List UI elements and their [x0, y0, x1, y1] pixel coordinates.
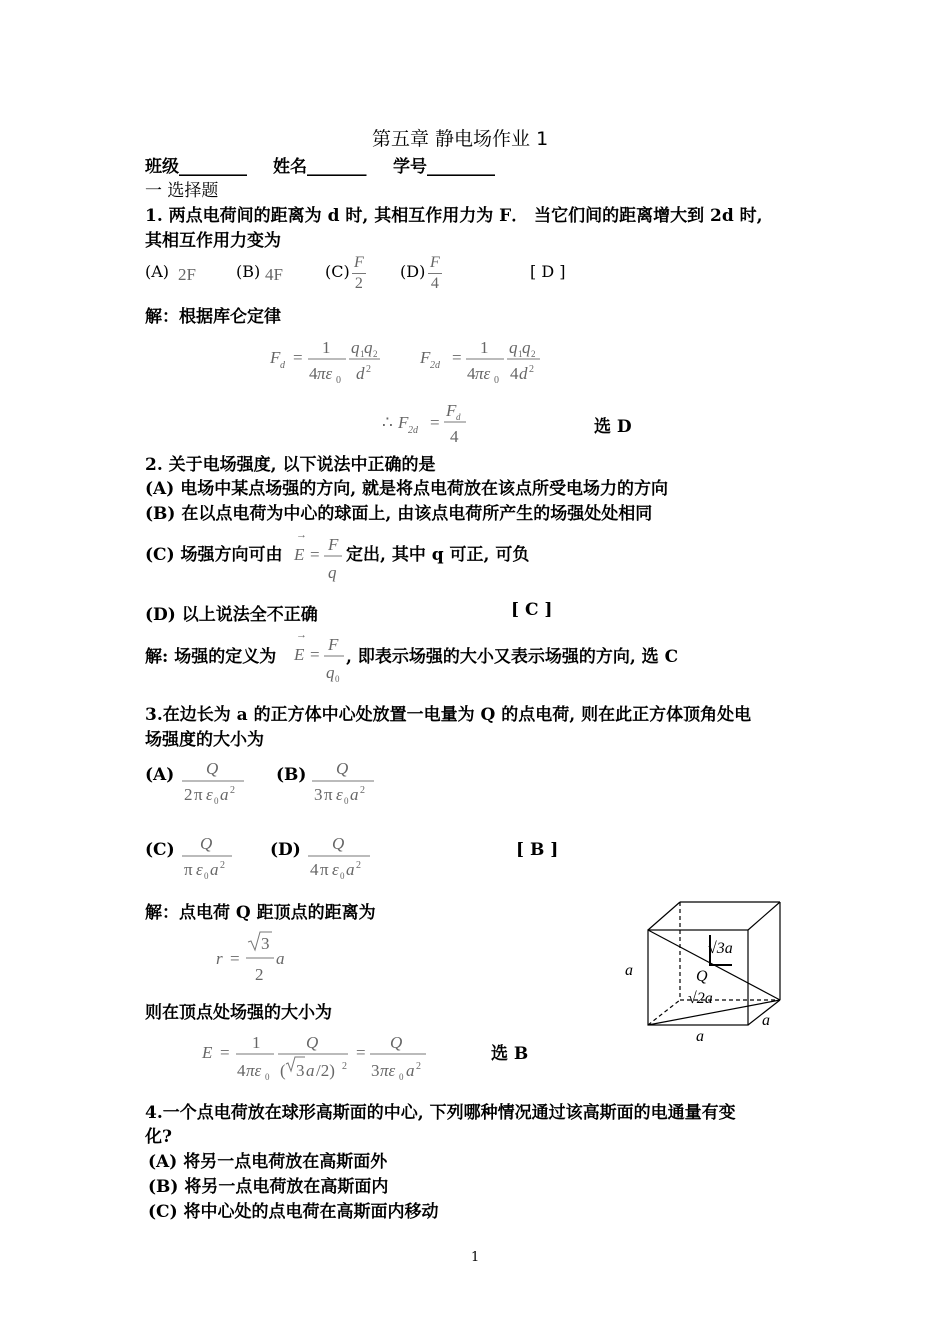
- svg-text:ε: ε: [332, 860, 339, 879]
- svg-text:d: d: [519, 364, 528, 383]
- svg-text:1: 1: [322, 338, 331, 357]
- q3-field-line: 则在顶点处场强的大小为: [145, 1003, 332, 1023]
- svg-text:π: π: [320, 860, 329, 879]
- q1-option-c-fraction: F 2: [354, 254, 364, 292]
- svg-text:F: F: [420, 348, 431, 367]
- q2-line1: 2. 关于电场强度, 以下说法中正确的是: [145, 455, 436, 475]
- svg-text:Q: Q: [336, 759, 349, 778]
- svg-text:a: a: [220, 785, 229, 804]
- svg-text:Q: Q: [200, 834, 213, 853]
- svg-text:a: a: [350, 785, 359, 804]
- svg-text:2: 2: [373, 349, 378, 359]
- svg-text:πε: πε: [246, 1061, 262, 1080]
- svg-text:a: a: [276, 949, 285, 968]
- svg-text:q: q: [328, 563, 337, 582]
- q3-option-b-label: (B): [276, 765, 307, 785]
- svg-text:r: r: [216, 949, 223, 968]
- q1-option-a-value: 2F: [178, 265, 196, 284]
- q4-option-b: (B) 将另一点电荷放在高斯面内: [148, 1177, 389, 1197]
- q1-answer: [ D ]: [530, 262, 566, 281]
- q1-option-d-fraction: F 4: [430, 254, 440, 292]
- efield-def-formula: [290, 530, 350, 586]
- q4-line1: 4.一个点电荷放在球形高斯面的中心, 下列哪种情况通过该高斯面的电通量有变: [145, 1103, 736, 1123]
- svg-text:Q: Q: [390, 1033, 403, 1052]
- q1-option-d-label: (D): [400, 262, 426, 281]
- fig-label-a-left: a: [625, 962, 633, 979]
- field-magnitude-formula: [198, 1028, 438, 1086]
- svg-text:0: 0: [204, 871, 209, 881]
- q2-answer: [ C ]: [511, 600, 553, 620]
- q1-option-b-label: (B): [236, 262, 261, 281]
- q2-option-d: (D) 以上说法全不正确: [145, 605, 318, 625]
- fig-label-a-bottom: a: [696, 1028, 704, 1045]
- svg-text:Q: Q: [206, 759, 219, 778]
- svg-text:4: 4: [510, 364, 519, 383]
- svg-text:πε: πε: [317, 364, 333, 383]
- q4-option-a: (A) 将另一点电荷放在高斯面外: [148, 1152, 388, 1172]
- q1-option-c-label: (C): [325, 262, 350, 281]
- svg-text:d: d: [456, 412, 461, 422]
- svg-text:2d: 2d: [430, 360, 440, 371]
- fig-label-sqrt2a: √2a: [688, 990, 713, 1007]
- q3-option-c-formula: [180, 831, 240, 883]
- svg-text:2d: 2d: [408, 425, 418, 436]
- svg-text:4: 4: [467, 364, 476, 383]
- q4-option-c: (C) 将中心处的点电荷在高斯面内移动: [148, 1202, 439, 1222]
- svg-text:=: =: [452, 348, 462, 367]
- svg-text:F: F: [398, 413, 409, 432]
- q1-line2: 其相互作用力变为: [145, 231, 281, 251]
- svg-text:0: 0: [335, 674, 340, 684]
- svg-text:ε: ε: [206, 785, 213, 804]
- svg-text:2: 2: [529, 364, 534, 375]
- q2-option-c-post: 定出, 其中 q 可正, 可负: [346, 545, 530, 565]
- svg-text:3: 3: [371, 1061, 380, 1080]
- svg-text:(: (: [280, 1061, 286, 1080]
- svg-text:=: =: [230, 949, 240, 968]
- section-heading: 一 选择题: [145, 181, 219, 201]
- svg-text:→: →: [296, 630, 307, 641]
- page-number: 1: [471, 1250, 480, 1265]
- svg-text:πε: πε: [475, 364, 491, 383]
- svg-text:F: F: [328, 535, 339, 554]
- svg-text:4: 4: [309, 364, 318, 383]
- fig-label-sqrt3a: √3a: [708, 940, 733, 957]
- q1-solution: 解：根据库仑定律: [145, 307, 281, 327]
- svg-text:=: =: [310, 545, 320, 564]
- svg-text:3: 3: [296, 1061, 305, 1080]
- svg-text:d: d: [280, 360, 285, 371]
- svg-text:F: F: [446, 401, 457, 420]
- svg-text:=: =: [356, 1043, 366, 1062]
- svg-text:F: F: [270, 348, 281, 367]
- svg-text:a: a: [210, 860, 219, 879]
- q3-line2: 场强度的大小为: [145, 730, 264, 750]
- q3-solution: 解：点电荷 Q 距顶点的距离为: [145, 903, 376, 923]
- q3-option-d-formula: [306, 831, 376, 883]
- svg-text:0: 0: [265, 1072, 270, 1082]
- fig-label-a-right: a: [762, 1012, 770, 1029]
- svg-text:/2): /2): [316, 1061, 335, 1080]
- svg-text:a: a: [306, 1061, 315, 1080]
- q3-option-b-formula: [310, 756, 380, 808]
- svg-text:0: 0: [344, 796, 349, 806]
- class-label: 班级________: [145, 157, 247, 177]
- q2-option-a: (A) 电场中某点场强的方向, 就是将点电荷放在该点所受电场力的方向: [145, 479, 669, 499]
- q3-line1: 3.在边长为 a 的正方体中心处放置一电量为 Q 的点电荷, 则在此正方体顶角处电: [145, 705, 752, 725]
- name-label: 姓名_______: [273, 157, 367, 177]
- q3-option-a-formula: [180, 756, 250, 808]
- svg-text:E: E: [202, 1043, 213, 1062]
- svg-text:2: 2: [360, 785, 365, 796]
- svg-text:0: 0: [494, 375, 499, 386]
- svg-text:q: q: [522, 338, 531, 357]
- svg-text:=: =: [293, 348, 303, 367]
- svg-text:q: q: [326, 663, 335, 682]
- q3-option-d-label: (D): [270, 840, 301, 860]
- svg-text:ε: ε: [196, 860, 203, 879]
- q4-line2: 化?: [145, 1127, 172, 1147]
- q1-line1: 1. 两点电荷间的距离为 d 时, 其相互作用力为 F． 当它们间的距离增大到 2d 时,: [145, 206, 763, 226]
- svg-text:1: 1: [360, 349, 365, 359]
- svg-text:π: π: [184, 860, 193, 879]
- svg-text:3: 3: [261, 934, 270, 953]
- svg-text:=: =: [430, 413, 440, 432]
- cube-diagram: [620, 895, 790, 1050]
- svg-text:2: 2: [531, 349, 536, 359]
- svg-text:2: 2: [416, 1061, 421, 1072]
- svg-text:=: =: [310, 645, 320, 664]
- student-id-label: 学号________: [393, 157, 495, 177]
- svg-text:q: q: [351, 338, 360, 357]
- svg-text:E: E: [294, 545, 305, 564]
- q3-answer: [ B ]: [516, 840, 559, 860]
- svg-text:πε: πε: [380, 1061, 396, 1080]
- svg-text:→: →: [296, 530, 307, 541]
- svg-text:4: 4: [310, 860, 319, 879]
- svg-text:0: 0: [399, 1072, 404, 1082]
- q3-choice: 选 B: [491, 1044, 529, 1064]
- svg-text:d: d: [356, 364, 365, 383]
- svg-text:∴: ∴: [382, 413, 393, 432]
- q2-option-b: (B) 在以点电荷为中心的球面上, 由该点电荷所产生的场强处处相同: [145, 504, 653, 524]
- svg-text:2: 2: [255, 965, 264, 984]
- svg-text:q: q: [509, 338, 518, 357]
- svg-text:π: π: [194, 785, 203, 804]
- svg-text:Q: Q: [332, 834, 345, 853]
- svg-text:4: 4: [450, 427, 459, 446]
- q1-option-b-value: 4F: [265, 265, 283, 284]
- svg-text:ε: ε: [336, 785, 343, 804]
- q2-solution-post: , 即表示场强的大小又表示场强的方向, 选 C: [346, 647, 679, 667]
- svg-text:a: a: [406, 1061, 415, 1080]
- svg-text:q: q: [364, 338, 373, 357]
- q2-solution-pre: 解: 场强的定义为: [145, 647, 277, 667]
- svg-text:F: F: [328, 635, 339, 654]
- svg-text:=: =: [220, 1043, 230, 1062]
- svg-text:Q: Q: [306, 1033, 319, 1052]
- svg-text:3: 3: [314, 785, 323, 804]
- svg-text:2: 2: [356, 860, 361, 871]
- svg-text:2: 2: [184, 785, 193, 804]
- fig-label-q: Q: [696, 968, 708, 985]
- q1-choice: 选 D: [594, 417, 632, 437]
- svg-text:2: 2: [230, 785, 235, 796]
- distance-formula: [210, 930, 300, 986]
- svg-text:a: a: [346, 860, 355, 879]
- svg-text:E: E: [294, 645, 305, 664]
- svg-text:0: 0: [214, 796, 219, 806]
- q3-option-c-label: (C): [145, 840, 175, 860]
- q2-option-c-pre: (C) 场强方向可由: [145, 545, 283, 565]
- svg-text:4: 4: [237, 1061, 246, 1080]
- svg-text:2: 2: [220, 860, 225, 871]
- svg-text:2: 2: [342, 1061, 347, 1072]
- q1-option-a-label: (A): [145, 262, 170, 281]
- svg-text:1: 1: [518, 349, 523, 359]
- result-formula-q1: [380, 398, 480, 448]
- q3-option-a-label: (A): [145, 765, 175, 785]
- svg-text:0: 0: [336, 375, 341, 386]
- coulomb-formulas: [260, 335, 560, 390]
- efield-def-formula-q0: [290, 630, 350, 686]
- svg-text:1: 1: [252, 1033, 261, 1052]
- page-title: 第五章 静电场作业 1: [372, 128, 549, 150]
- svg-text:π: π: [324, 785, 333, 804]
- svg-text:2: 2: [366, 364, 371, 375]
- svg-text:0: 0: [340, 871, 345, 881]
- svg-text:1: 1: [480, 338, 489, 357]
